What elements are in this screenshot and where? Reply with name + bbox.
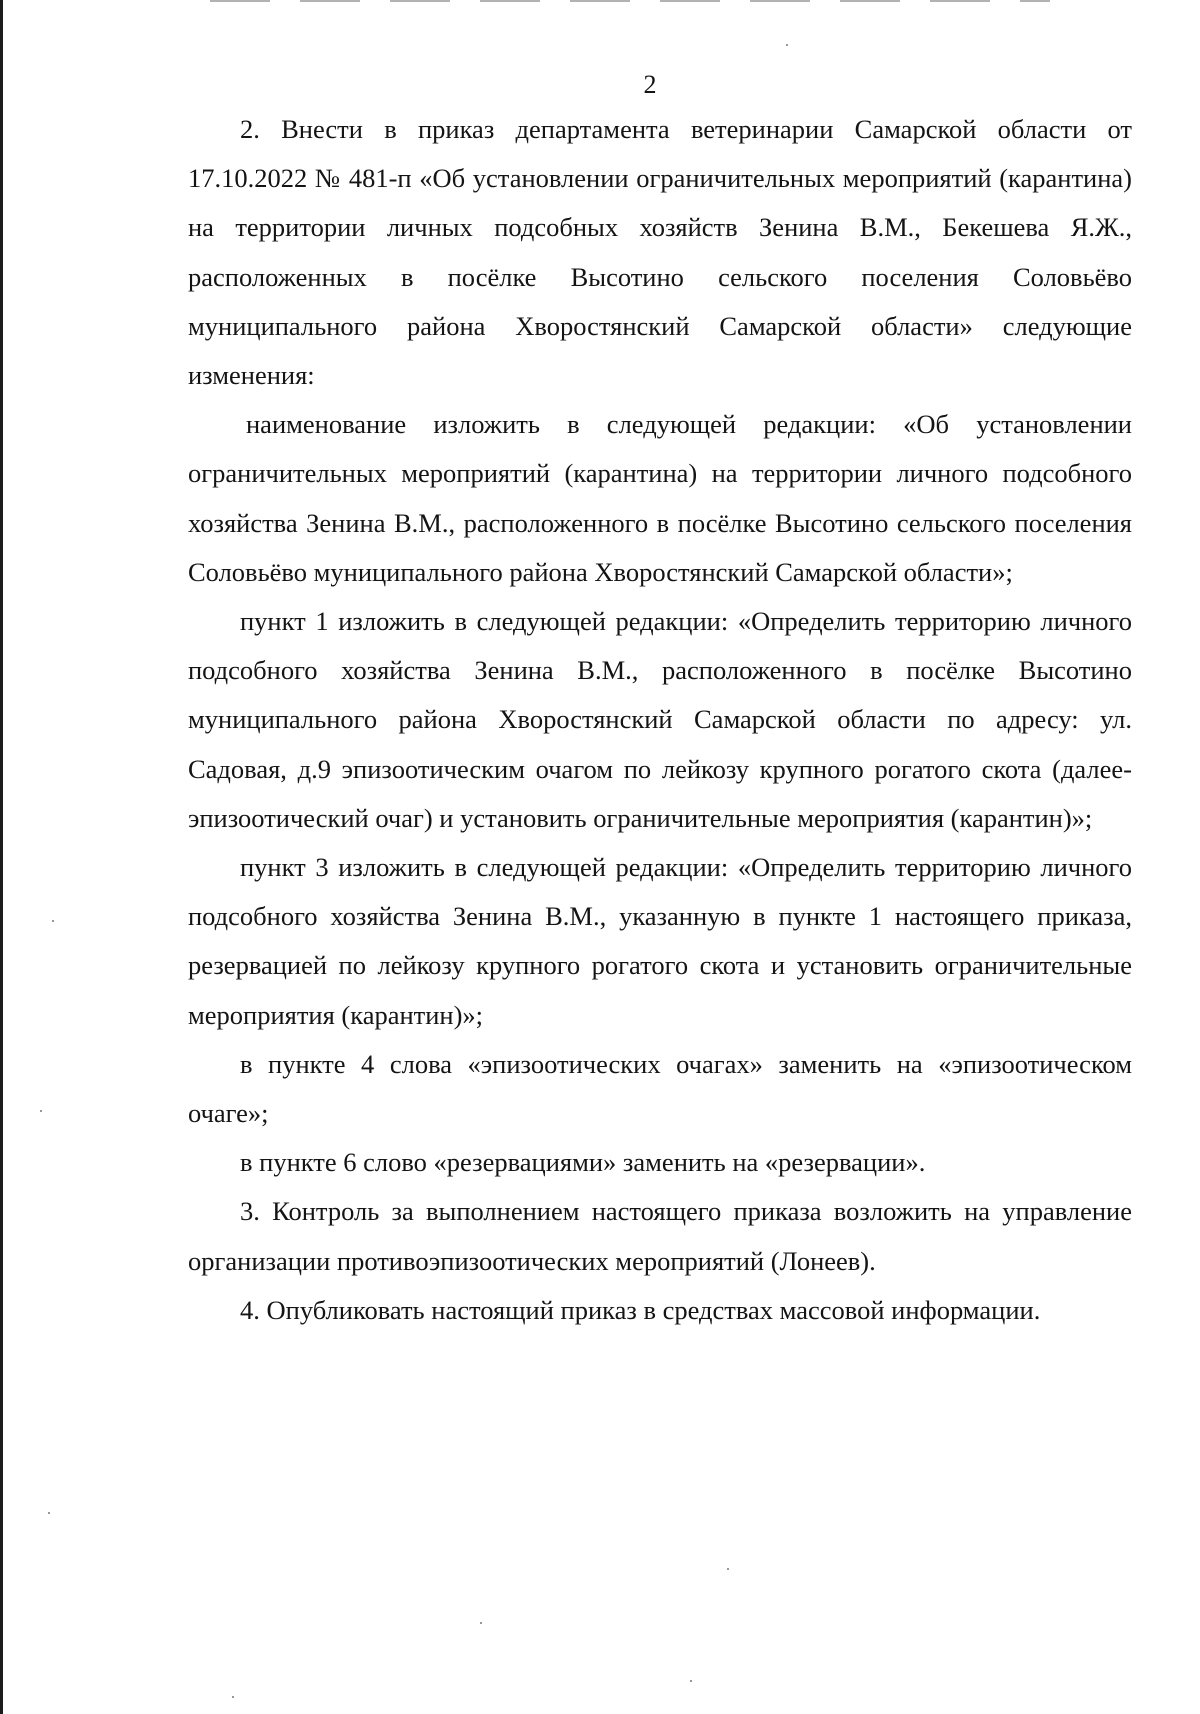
- scan-speck: [232, 1696, 234, 1698]
- document-body: [188, 105, 1132, 1335]
- scan-speck: [480, 1622, 482, 1624]
- scan-speck: [690, 1680, 692, 1682]
- paragraph-item-4: 4. Опубликовать настоящий приказ в средствах массовой информации.: [240, 1294, 1041, 1325]
- scan-top-edge: [210, 0, 1050, 2]
- page-number: 2: [643, 70, 657, 99]
- scan-speck: [40, 1110, 42, 1112]
- scan-speck: [52, 920, 54, 922]
- scan-speck: [727, 1568, 729, 1570]
- paragraph-point-1-change: пункт 1 изложить в следующей редакции: «Определить территорию личного подсобного хозяйства Зенина В.М., расположенного в посёлке Высотино муниципального района Хворостянский Самарской области по адресу: ул. Садовая, д.9 эпизоотическим очагом по лейкозу крупного рогатого скота (далее-эпизоотический очаг) и установить ограничительные мероприятия (карантин)»;: [188, 606, 1132, 833]
- paragraph-item-3: 3. Контроль за выполнением настоящего приказа возложить на управление организации противоэпизоотических мероприятий (Лонеев).: [188, 1196, 1132, 1276]
- paragraph-item-2: 2. Внести в приказ департамента ветеринарии Самарской области от 17.10.2022 № 481-п «Об установлении ограничительных мероприятий (карантина) на территории личных подсобных хозяйств Зенина В.М., Бекешева Я.Ж., расположенных в посёлке Высотино сельского поселения Соловьёво муниципального района Хворостянский Самарской области» следующие изменения:: [188, 114, 1132, 391]
- paragraph-title-change: наименование изложить в следующей редакции: «Об установлении ограничительных мероприятий (карантина) на территории личного подсобного хозяйства Зенина В.М., расположенного в посёлке Высотино сельского поселения Соловьёво муниципального района Хворостянский Самарской области»;: [188, 409, 1132, 587]
- paragraph-point-4-change: в пункте 4 слова «эпизоотических очагах» заменить на «эпизоотическом очаге»;: [188, 1048, 1132, 1129]
- paragraph-point-6-change: в пункте 6 слово «резервациями» заменить на «резервации».: [240, 1147, 926, 1178]
- scan-border: [0, 0, 3, 1714]
- scan-speck: [48, 1512, 50, 1514]
- scan-speck: [786, 44, 788, 46]
- paragraph-point-3-change: пункт 3 изложить в следующей редакции: «Определить территорию личного подсобного хозяйства Зенина В.М., указанную в пункте 1 настоящего приказа, резервацией по лейкозу крупного рогатого скота и установить ограничительные мероприятия (карантин)»;: [188, 852, 1132, 1030]
